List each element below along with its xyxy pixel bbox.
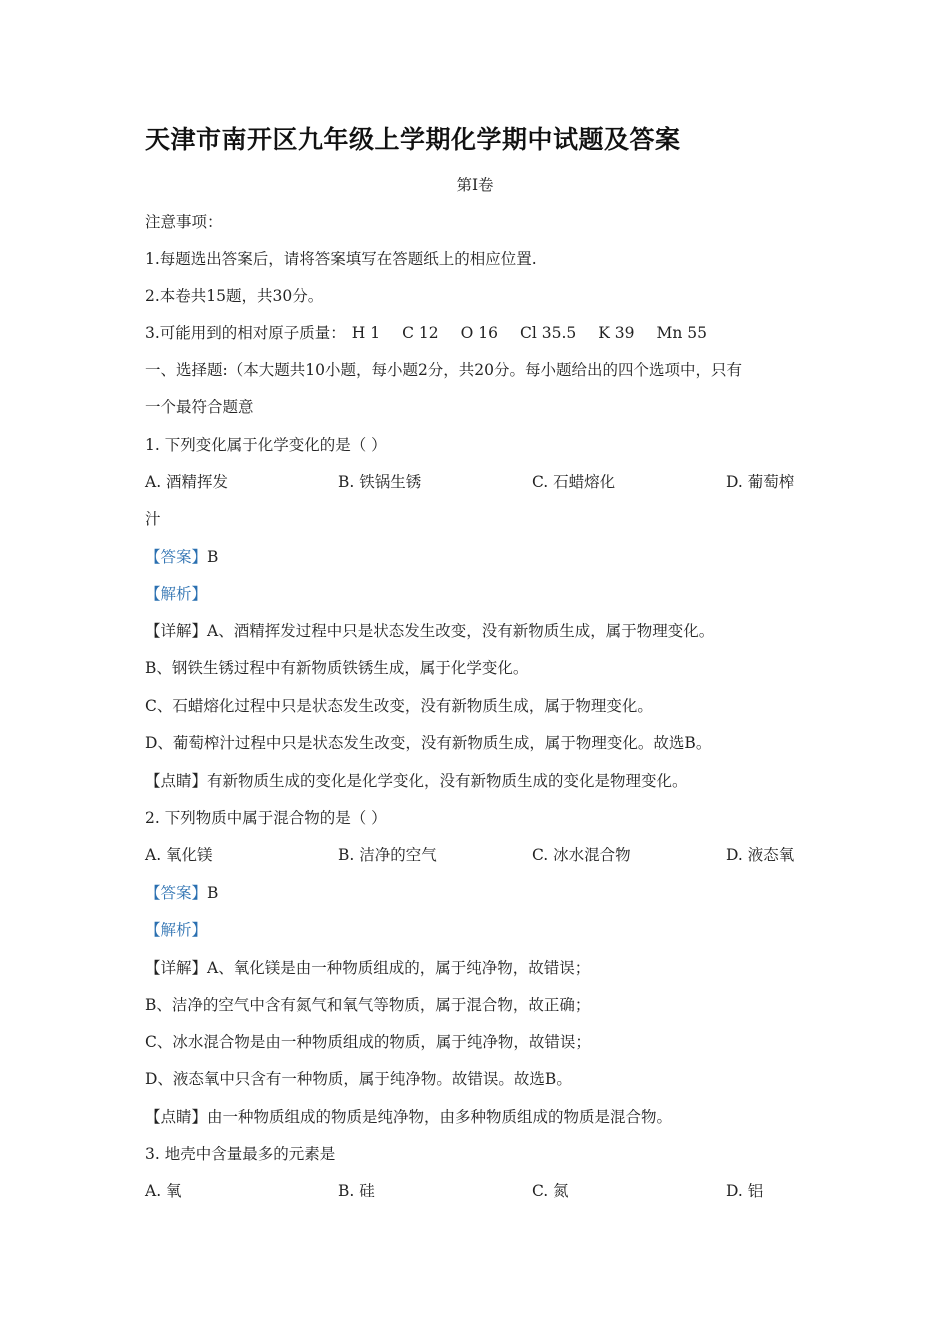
note-3-label: 3.可能用到的相对原子质量：: [145, 324, 346, 342]
q2-stem: 2. 下列物质中属于混合物的是（ ）: [145, 809, 387, 827]
q1-analysis-tag: 【解析】: [145, 585, 208, 603]
q2-tip-tag: 【点睛】: [145, 1108, 208, 1126]
q1-tip-tag: 【点睛】: [145, 772, 208, 790]
q2-answer-value: B: [207, 884, 219, 902]
section-1-line-2: 一个最符合题意: [145, 398, 254, 416]
q1-detail-d: D、葡萄榨汁过程中只是状态发生改变，没有新物质生成，属于物理变化。故选B。: [145, 734, 712, 752]
q3-option-d: D. 铝: [726, 1182, 764, 1200]
q2-option-d: D. 液态氧: [726, 846, 795, 864]
q1-stem: 1. 下列变化属于化学变化的是（ ）: [145, 436, 387, 454]
note-3: [145, 323, 729, 343]
q3-option-a: A. 氧: [145, 1182, 182, 1200]
mass-o: O 16: [460, 324, 498, 342]
q1-detail-a-text: A、酒精挥发过程中只是状态发生改变，没有新物质生成，属于物理变化。: [207, 622, 715, 640]
q2-answer: [145, 883, 218, 903]
q2-detail-d: D、液态氧中只含有一种物质，属于纯净物。故错误。故选B。: [145, 1070, 572, 1088]
q1-detail-tag: 【详解】: [145, 622, 208, 640]
notes-heading: 注意事项：: [145, 213, 223, 231]
doc-title: 天津市南开区九年级上学期化学期中试题及答案: [145, 125, 681, 154]
q1-answer-tag: 【答案】: [145, 548, 208, 566]
q2-option-c: C. 冰水混合物: [532, 846, 631, 864]
mass-h: H 1: [351, 324, 381, 342]
mass-cl: Cl 35.5: [519, 324, 577, 342]
q2-option-a: A. 氧化镁: [145, 846, 213, 864]
q1-tip-text: 有新物质生成的变化是化学变化，没有新物质生成的变化是物理变化。: [207, 772, 688, 790]
q2-detail-tag: 【详解】: [145, 959, 208, 977]
mass-mn: Mn 55: [656, 324, 707, 342]
q1-option-d: D. 葡萄榨: [726, 473, 795, 491]
note-2: 2.本卷共15题，共30分。: [145, 287, 324, 305]
q1-tip: [145, 771, 688, 791]
q1-option-wrap: 汁: [145, 510, 161, 528]
q2-detail-b: B、洁净的空气中含有氮气和氧气等物质，属于混合物，故正确；: [145, 996, 591, 1014]
q3-option-c: C. 氮: [532, 1182, 569, 1200]
q2-tip-text: 由一种物质组成的物质是纯净物，由多种物质组成的物质是混合物。: [207, 1108, 673, 1126]
q2-analysis-tag: 【解析】: [145, 921, 208, 939]
mass-k: K 39: [598, 324, 635, 342]
q2-answer-tag: 【答案】: [145, 884, 208, 902]
q1-answer: [145, 547, 218, 567]
q2-detail-c: C、冰水混合物是由一种物质组成的物质，属于纯净物，故错误；: [145, 1033, 591, 1051]
q1-detail-a: [145, 621, 714, 641]
q2-detail-a-text: A、氧化镁是由一种物质组成的，属于纯净物，故错误；: [207, 959, 591, 977]
q1-option-c: C. 石蜡熔化: [532, 473, 616, 491]
q1-option-b: B. 铁锅生锈: [338, 473, 422, 491]
section-1-line-1: 一、选择题:（本大题共10小题，每小题2分，共20分。每小题给出的四个选项中，只有: [145, 361, 743, 379]
mass-c: C 12: [402, 324, 439, 342]
q3-option-b: B. 硅: [338, 1182, 375, 1200]
q2-detail-a: [145, 958, 590, 978]
q3-stem: 3. 地壳中含量最多的元素是: [145, 1145, 336, 1163]
volume-label: 第Ⅰ卷: [456, 176, 494, 194]
q1-detail-c: C、石蜡熔化过程中只是状态发生改变，没有新物质生成，属于物理变化。: [145, 697, 653, 715]
note-1: 1.每题选出答案后，请将答案填写在答题纸上的相应位置.: [145, 250, 537, 268]
q1-option-a: A. 酒精挥发: [145, 473, 229, 491]
q2-option-b: B. 洁净的空气: [338, 846, 437, 864]
q1-detail-b: B、钢铁生锈过程中有新物质铁锈生成，属于化学变化。: [145, 659, 529, 677]
q1-answer-value: B: [207, 548, 219, 566]
q2-tip: [145, 1107, 672, 1127]
